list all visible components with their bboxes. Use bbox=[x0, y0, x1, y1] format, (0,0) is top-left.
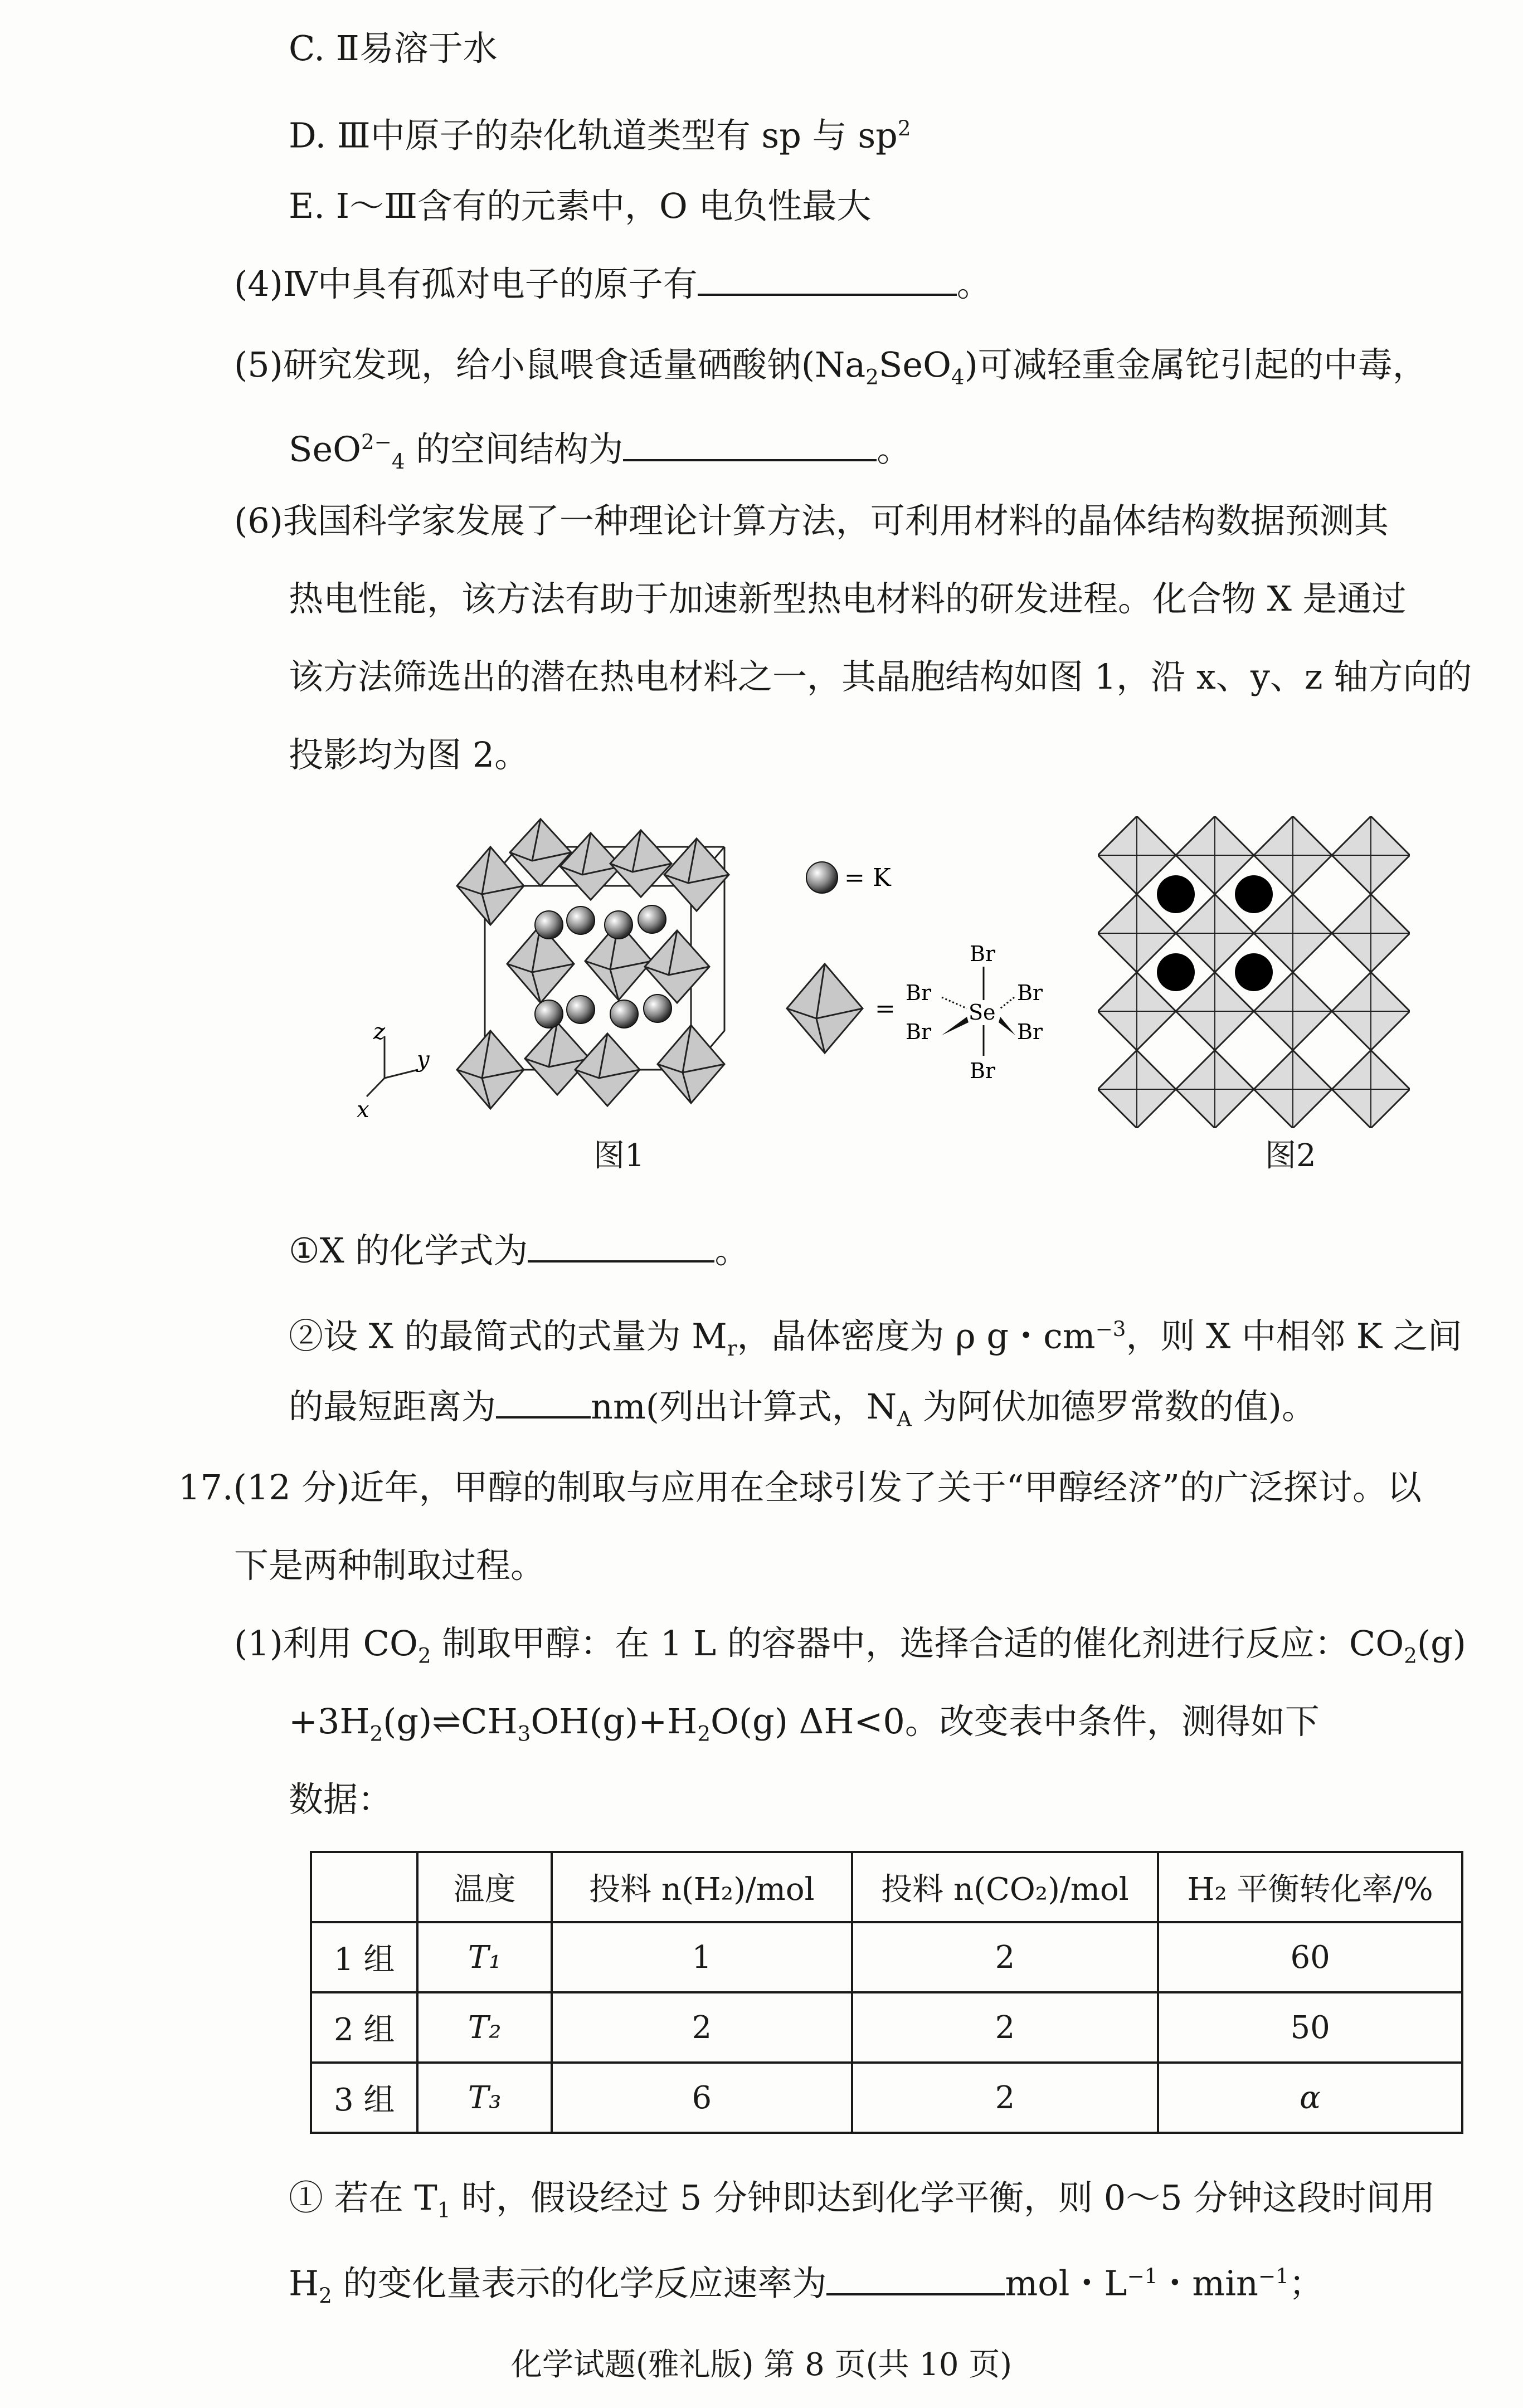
table-row: 1 组 T₁ 1 2 60 bbox=[311, 1922, 1462, 1992]
question-5-line1: (5)研究发现，给小鼠喂食适量硒酸钠$(Na_2SeO_4)$可减轻重金属铊引起的中毒， bbox=[234, 344, 1427, 389]
question-17-line1: 17.(12 分)近年，甲醇的制取与应用在全球引发了关于“甲醇经济”的广泛探讨。以 bbox=[178, 1467, 1422, 1508]
page-footer: 化学试题(雅礼版) 第 8 页(共 10 页) bbox=[510, 2347, 1013, 2383]
subquestion-2-line1: ②设 X 的最简式的式量为 $M_r$，晶体密度为 ρ g・$cm^{-3}$，则 X 中相邻 K 之间 bbox=[289, 1315, 1462, 1361]
subquestion-1: ①X 的化学式为 。 bbox=[289, 1226, 749, 1276]
question-4: (4)Ⅳ中具有孤对电子的原子有 。 bbox=[234, 259, 991, 309]
svg-text:=: = bbox=[875, 995, 896, 1023]
question-6-line3: 该方法筛选出的潜在热电材料之一，其晶胞结构如图 1，沿 x、y、z 轴方向的 bbox=[289, 656, 1472, 697]
svg-text:Br: Br bbox=[970, 942, 996, 966]
option-e: E. Ⅰ～Ⅲ含有的元素中，O 电负性最大 bbox=[289, 186, 872, 226]
answer-blank[interactable] bbox=[528, 1227, 714, 1263]
question-6-line2: 热电性能，该方法有助于加速新型热电材料的研发进程。化合物 X 是通过 bbox=[289, 578, 1407, 619]
question-6-line1: (6)我国科学家发展了一种理论计算方法，可利用材料的晶体结构数据预测其 bbox=[234, 500, 1389, 541]
svg-text:Br: Br bbox=[906, 1020, 932, 1044]
octahedron bbox=[457, 847, 524, 925]
svg-text:Br: Br bbox=[1017, 981, 1043, 1005]
subquestion-3-line1: ① 若在 $T_1$ 时，假设经过 5 分钟即达到化学平衡，则 0～5 分钟这段时间用 bbox=[289, 2177, 1436, 2222]
axis-y-label: y bbox=[417, 1047, 430, 1073]
answer-blank[interactable] bbox=[826, 2260, 1005, 2295]
svg-text:Br: Br bbox=[1017, 1020, 1043, 1044]
question-6-line4: 投影均为图 2。 bbox=[289, 734, 529, 775]
table-row: 2 组 T₂ 2 2 50 bbox=[311, 1992, 1462, 2063]
answer-blank[interactable] bbox=[496, 1383, 591, 1419]
table-header-row: 温度 投料 n(H₂)/mol 投料 n(CO₂)/mol H₂ 平衡转化率/% bbox=[311, 1852, 1462, 1922]
subquestion-2-line2: 的最短距离为 nm(列出计算式，$N_A$ 为阿伏加德罗常数的值)。 bbox=[289, 1382, 1316, 1444]
axis-z-label: z bbox=[373, 1019, 386, 1045]
svg-text:= K: = K bbox=[844, 864, 891, 892]
legend-k bbox=[802, 855, 914, 900]
question-17-line2: 下是两种制取过程。 bbox=[234, 1545, 546, 1586]
svg-text:Se: Se bbox=[969, 1000, 996, 1025]
figure-2-caption: 图2 bbox=[1265, 1138, 1316, 1174]
figure-1-crystal-cell bbox=[357, 813, 797, 1125]
part-1-line1: (1)利用 $CO_2$ 制取甲醇：在 1 L 的容器中，选择合适的催化剂进行反应：$CO_2(g)$ bbox=[234, 1623, 1466, 1668]
option-d: D. Ⅲ中原子的杂化轨道类型有 sp 与 $sp^2$ bbox=[289, 115, 911, 156]
part-1-line2: $+3H_2(g)\rightleftharpoons CH_3OH(g)+H_2O(g)$ ΔH<0。改变表中条件，测得如下 bbox=[289, 1701, 1320, 1746]
figure-2-dots bbox=[1098, 816, 1410, 1128]
part-1-line3: 数据： bbox=[289, 1779, 393, 1820]
answer-blank[interactable] bbox=[698, 260, 957, 296]
question-5-line2: SeO$^{2-}_4$ 的空间结构为 。 bbox=[289, 417, 911, 486]
svg-text:Br: Br bbox=[970, 1059, 996, 1083]
option-c: C. Ⅱ易溶于水 bbox=[289, 28, 498, 69]
svg-text:Br: Br bbox=[906, 981, 932, 1005]
legend-sebr6 bbox=[780, 936, 1092, 1120]
answer-blank[interactable] bbox=[623, 426, 877, 461]
axis-x-label: x bbox=[357, 1097, 369, 1123]
table-row: 3 组 T₃ 6 2 α bbox=[311, 2063, 1462, 2133]
data-table bbox=[310, 1851, 1463, 2134]
figure-1-caption: 图1 bbox=[593, 1138, 645, 1174]
subquestion-3-line2: $H_2$ 的变化量表示的化学反应速率为 mol・$L^{-1}$・$\min^{-1}$； bbox=[289, 2251, 1323, 2321]
